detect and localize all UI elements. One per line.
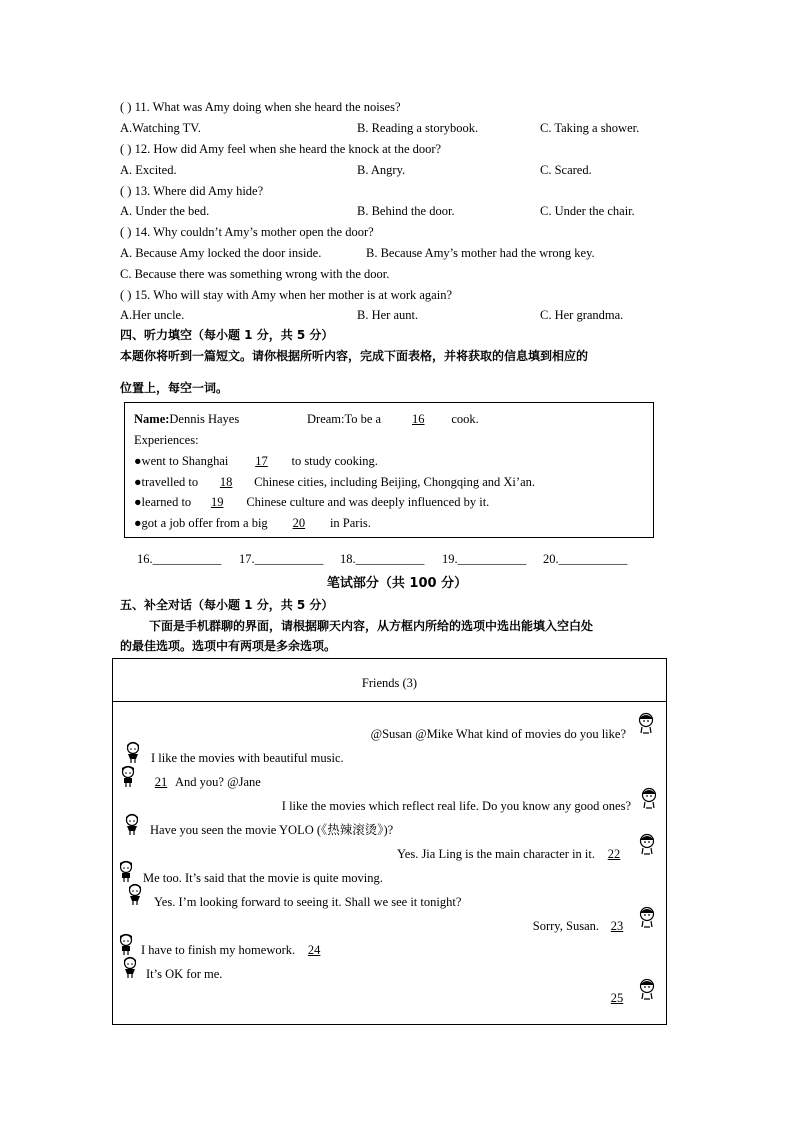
answer-slot-17[interactable]: 17.___________ [239,552,324,566]
q13-option-a[interactable]: A. Under the bed. [120,204,210,218]
bullet-1-text: ●went to Shanghai [134,454,229,468]
dream-prefix: Dream:To be a [307,412,382,426]
bullet-4-rest: in Paris. [329,516,371,530]
chat-header-title: Friends (3) [361,676,418,690]
chat-message: Have you seen the movie YOLO (《热辣滚烫》)? [150,823,394,837]
bullet-3 [134,494,489,510]
chat-message-21 [147,774,261,790]
girl-avatar-icon [637,711,655,735]
q12-option-a[interactable]: A. Excited. [120,163,177,177]
chat-message: I like the movies with beautiful music. [151,751,344,765]
chat-message-text: I have to finish my homework. [141,943,296,957]
q14-option-b[interactable]: B. Because Amy’s mother had the wrong key. [366,246,595,260]
chat-header-divider [112,701,667,702]
girl-avatar-icon [126,882,144,906]
girl-avatar-icon [638,832,656,856]
chat-message: Me too. It’s said that the movie is quite moving. [143,871,383,885]
girl-avatar-icon [121,955,139,979]
blank-22[interactable]: 22 [607,847,621,861]
chat-message-text: Sorry, Susan. [532,919,599,933]
bullet-2-text: ●travelled to [134,475,199,489]
name-label: Name: [134,412,170,426]
q11-option-a[interactable]: A.Watching TV. [120,121,201,135]
answer-slot-19[interactable]: 19.___________ [442,552,527,566]
q14-option-a[interactable]: A. Because Amy locked the door inside. [120,246,322,260]
question-13-stem: ( ) 13. Where did Amy hide? [120,184,264,198]
q11-option-c[interactable]: C. Taking a shower. [540,121,640,135]
girl-avatar-icon [638,905,656,929]
bullet-4 [134,515,371,531]
boy-avatar-icon [119,764,137,788]
blank-18[interactable]: 18 [219,475,233,489]
girl-avatar-icon [638,977,656,1001]
bullet-3-text: ●learned to [134,495,192,509]
bullet-4-text: ●got a job offer from a big [134,516,268,530]
q11-option-b[interactable]: B. Reading a storybook. [357,121,479,135]
q15-option-a[interactable]: A.Her uncle. [120,308,185,322]
question-12-stem: ( ) 12. How did Amy feel when she heard the knock at the door? [120,142,442,156]
dream-row [307,411,479,427]
boy-avatar-icon [117,932,135,956]
q12-option-b[interactable]: B. Angry. [357,163,406,177]
q15-option-c[interactable]: C. Her grandma. [540,308,624,322]
chat-message-text: Yes. Jia Ling is the main character in it. [397,847,595,861]
answer-slot-18[interactable]: 18.___________ [340,552,425,566]
chat-message-text: And you? @Jane [175,775,261,789]
section-5-instructions-2: 的最佳选项。选项中有两项是多余选项。 [120,639,337,653]
question-11-stem: ( ) 11. What was Amy doing when she heard the noises? [120,100,401,114]
q12-option-c[interactable]: C. Scared. [540,163,592,177]
question-14-stem: ( ) 14. Why couldn’t Amy’s mother open the door? [120,225,374,239]
bullet-1-rest: to study cooking. [291,454,378,468]
section-4-instructions-1: 本题你将听到一篇短文。请你根据所听内容，完成下面表格，并将获取的信息填到相应的 [120,349,589,363]
chat-message-24 [141,942,333,958]
q13-option-c[interactable]: C. Under the chair. [540,204,635,218]
name-value: Dennis Hayes [169,412,240,426]
chat-message: It’s OK for me. [146,967,223,981]
girl-avatar-icon [640,786,658,810]
chat-message-23 [533,918,635,934]
girl-avatar-icon [124,740,142,764]
written-part-title: 笔试部分（共 100 分） [326,576,468,591]
bullet-3-rest: Chinese culture and was deeply influenced by it. [246,495,490,509]
section-5-title: 五、补全对话（每小题 1 分，共 5 分） [120,598,334,612]
blank-24[interactable]: 24 [307,943,321,957]
blank-17[interactable]: 17 [255,454,268,468]
chat-message: Yes. I’m looking forward to seeing it. Shall we see it tonight? [154,895,462,909]
name-row [134,411,239,427]
section-4-instructions-2: 位置上，每空一词。 [120,381,229,395]
chat-message-25 [598,990,636,1006]
blank-16[interactable]: 16 [411,412,425,426]
section-4-title: 四、听力填空（每小题 1 分，共 5 分） [120,328,334,342]
bullet-2-rest: Chinese cities, including Beijing, Chongqing and Xi’an. [254,475,535,489]
bullet-2 [134,474,535,490]
dream-suffix: cook. [451,412,479,426]
q14-option-c[interactable]: C. Because there was something wrong with the door. [120,267,390,281]
blank-23[interactable]: 23 [610,919,624,933]
experiences-label: Experiences: [134,433,199,447]
answer-slot-16[interactable]: 16.___________ [137,552,222,566]
blank-19[interactable]: 19 [210,495,224,509]
blank-25[interactable]: 25 [610,991,624,1005]
blank-21[interactable]: 21 [154,775,168,789]
q15-option-b[interactable]: B. Her aunt. [357,308,419,322]
chat-message: I like the movies which reflect real life. Do you know any good ones? [281,799,631,813]
answer-slot-20[interactable]: 20.___________ [543,552,628,566]
section-5-instructions-1: 下面是手机群聊的界面，请根据聊天内容，从方框内所给的选项中选出能填入空白处 [149,619,594,633]
chat-message: @Susan @Mike What kind of movies do you like? [370,727,626,741]
question-15-stem: ( ) 15. Who will stay with Amy when her mother is at work again? [120,288,452,302]
boy-avatar-icon [117,859,135,883]
girl-avatar-icon [123,812,141,836]
q13-option-b[interactable]: B. Behind the door. [357,204,455,218]
chat-message-22 [397,846,633,862]
blank-20[interactable]: 20 [292,516,306,530]
bullet-1 [134,453,378,469]
